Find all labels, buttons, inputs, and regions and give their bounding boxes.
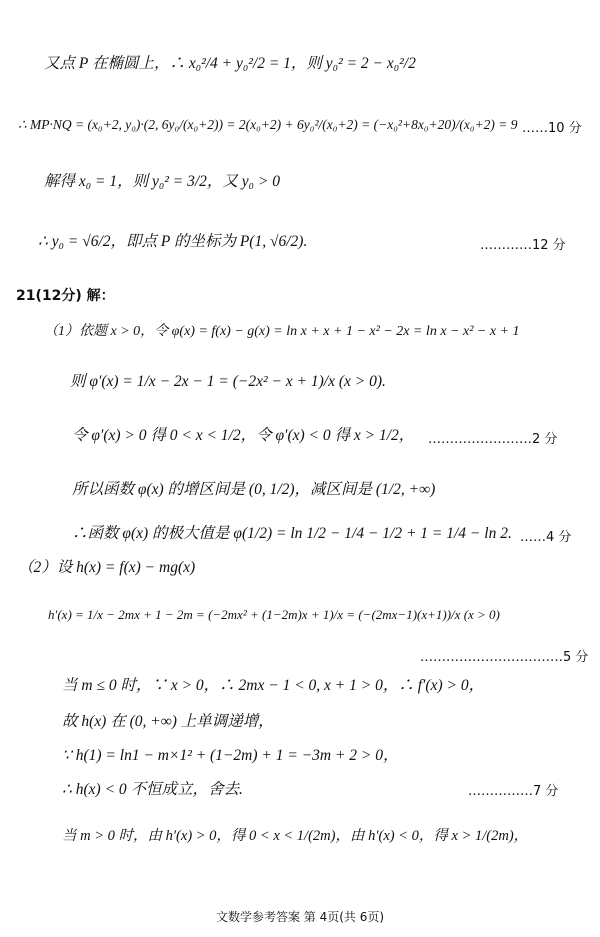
score-12: …………12 分 (480, 238, 566, 253)
solution-line-10: ∴函数 φ(x) 的极大值是 φ(1/2) = ln 1/2 − 1/4 − 1/2 + 1 = 1/4 − ln 2. (72, 525, 512, 542)
problem-21-header: 21(12分) 解： (16, 288, 115, 304)
solution-line-12: h′(x) = 1/x − 2mx + 1 − 2m = (−2mx² + (1−2m)x + 1)/x = (−(2mx−1)(x+1))/x (x > 0) (48, 607, 500, 622)
solution-line-8: 令 φ′(x) > 0 得 0 < x < 1/2，令 φ′(x) < 0 得 x > 1/2， (72, 427, 415, 444)
solution-line-16: ∴ h(x) < 0 不恒成立，舍去. (62, 781, 243, 798)
solution-line-15: ∵ h(1) = ln1 − m×1² + (1−2m) + 1 = −3m + 2 > 0， (62, 747, 399, 764)
solution-line-4: ∴ y₀ = √6/2，即点 P 的坐标为 P(1, √6/2). (38, 233, 308, 250)
solution-line-3: 解得 x₀ = 1，则 y₀² = 3/2，又 y₀ > 0 (44, 173, 281, 190)
score-10: ……10 分 (522, 121, 582, 136)
solution-line-17: 当 m > 0 时，由 h′(x) > 0，得 0 < x < 1/(2m)，由 h′(x) < 0，得 x > 1/(2m)， (62, 828, 529, 844)
solution-line-2: ∴ MP·NQ = (x₀+2, y₀)·(2, 6y₀/(x₀+2)) = 2(x₀+2) + 6y₀²/(x₀+2) = (−x₀²+8x₀+20)/(x₀+2) = 9 (18, 117, 518, 132)
score-4: ……4 分 (520, 530, 572, 545)
solution-line-6: （1）依题 x > 0，令 φ(x) = f(x) − g(x) = ln x + x + 1 − x² − 2x = ln x − x² − x + 1 (44, 324, 520, 339)
page-footer: 文数学参考答案 第 4页(共 6页) (215, 910, 385, 924)
solution-line-14: 故 h(x) 在 (0, +∞) 上单调递增， (62, 713, 274, 730)
solution-line-1: 又点 P 在椭圆上，∴ x₀²/4 + y₀²/2 = 1，则 y₀² = 2 − x₀²/2 (44, 55, 416, 72)
score-7: ……………7 分 (468, 784, 559, 799)
solution-line-9: 所以函数 φ(x) 的增区间是 (0, 1/2)，减区间是 (1/2, +∞) (72, 481, 436, 498)
solution-line-13: 当 m ≤ 0 时，∵ x > 0，∴ 2mx − 1 < 0, x + 1 > 0，∴ f′(x) > 0， (62, 677, 485, 694)
solution-line-11: （2）设 h(x) = f(x) − mg(x) (18, 559, 196, 576)
score-5: ……………………………5 分 (420, 650, 589, 665)
solution-line-7: 则 φ′(x) = 1/x − 2x − 1 = (−2x² − x + 1)/x (x > 0). (70, 373, 386, 390)
score-2: ……………………2 分 (428, 432, 558, 447)
